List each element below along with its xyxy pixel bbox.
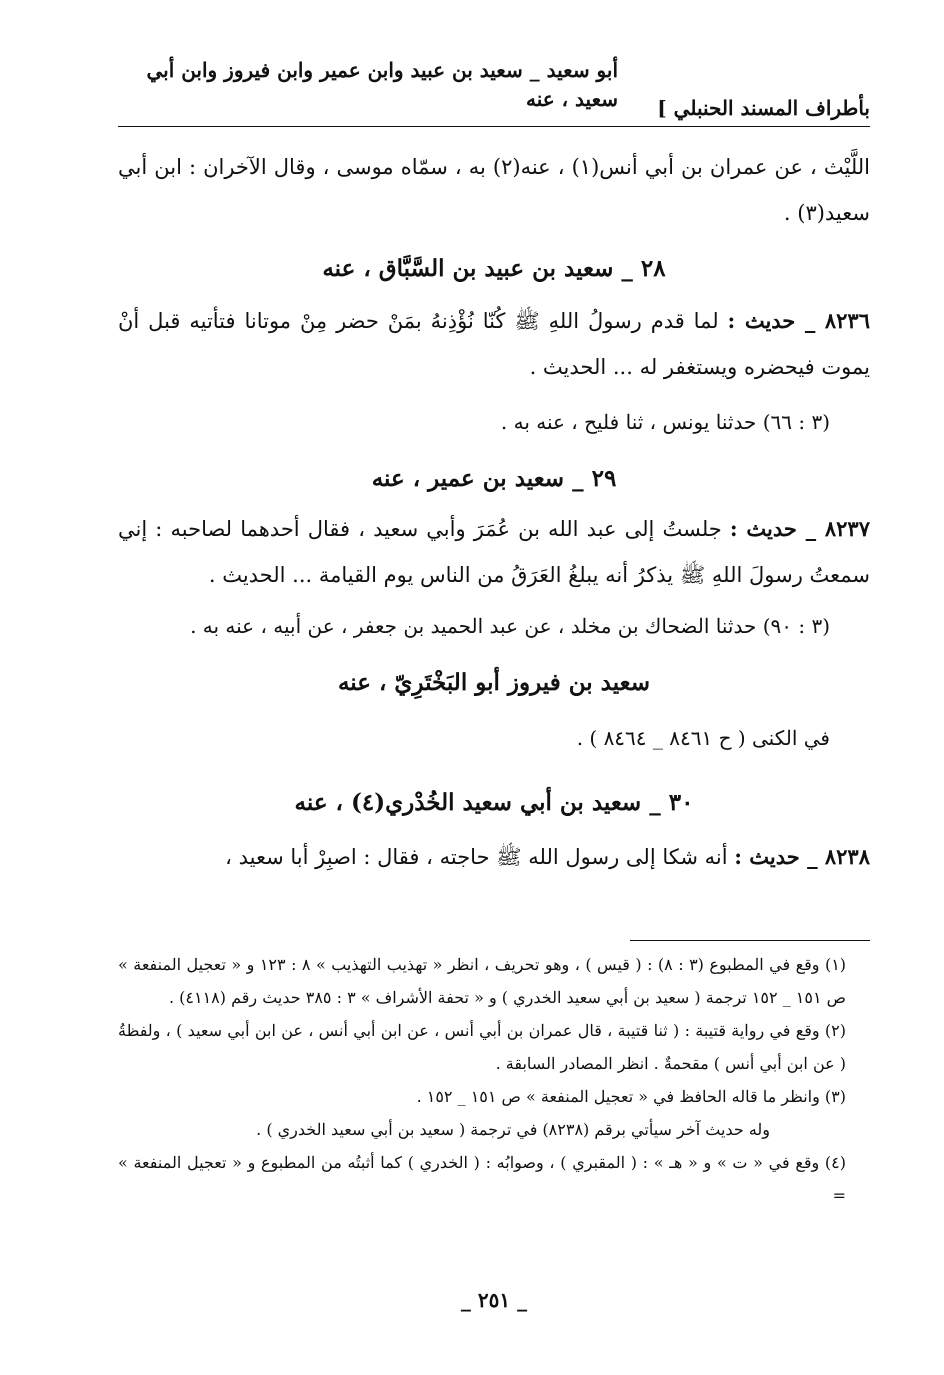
footnote-rule bbox=[630, 940, 870, 941]
running-header bbox=[118, 48, 870, 120]
hadith-text: لما قدم رسولُ اللهِ ﷺ كُنّا نُؤْذِنهُ بمَنْ حضر مِنْ موتانا فتأتيه قبل أنْ يموت فيحضره ويستغفر له ... الحديث . bbox=[118, 309, 870, 379]
hadith-text: جلستُ إلى عبد الله بن عُمَرَ وأبي سعيد ، فقال أحدهما لصاحبه : إني سمعتُ رسولَ اللهِ ﷺ يذكرُ أنه يبلغُ العَرَقُ من الناس يوم القيامة ... الحديث . bbox=[118, 517, 870, 587]
section-heading-28: ٢٨ _ سعيد بن عبيد بن السَّبَّاق ، عنه bbox=[322, 255, 666, 282]
chapter-title-line1: أبو سعيد _ سعيد بن عبيد وابن عمير وابن فيروز وابن أبي bbox=[146, 58, 618, 82]
main-text bbox=[118, 144, 870, 880]
page-number: _ ٢٥١ _ bbox=[460, 1288, 528, 1312]
hadith-8236 bbox=[118, 298, 870, 390]
kuna-reference: في الكنى ( ح ٨٤٦١ _ ٨٤٦٤ ) . bbox=[576, 726, 830, 750]
hadith-8238 bbox=[118, 834, 870, 880]
chapter-title bbox=[118, 56, 618, 114]
footnote-3: (٣) وانظر ما قاله الحافظ في « تعجيل المنفعة » ص ١٥١ _ ١٥٢ . bbox=[416, 1087, 846, 1106]
footnote-2: (٢) وقع في رواية قتيبة : ( ثنا قتيبة ، قال عمران بن أبي أنس ، عن ابن أبي أنس ، عن ابن أبي سعيد ) ، ولفظةُ ( عن ابن أبي أنس ) مقحمةٌ . انظر المصادر السابقة . bbox=[118, 1021, 846, 1073]
chapter-title-line2: سعيد ، عنه bbox=[525, 87, 618, 111]
book-title: بأطراف المسند الحنبلي ] bbox=[657, 96, 870, 120]
footnote-3-continuation: وله حديث آخر سيأتي برقم (٨٢٣٨) في ترجمة ( سعيد بن أبي سعيد الخدري ) . bbox=[256, 1120, 770, 1139]
page bbox=[118, 48, 870, 1312]
hadith-text: أنه شكا إلى رسول الله ﷺ حاجته ، فقال : اصبِرْ أبا سعيد ، bbox=[225, 845, 728, 869]
hadith-number: ٨٢٣٧ _ حديث : bbox=[729, 516, 870, 541]
hadith-8237 bbox=[118, 506, 870, 598]
footnotes bbox=[118, 948, 870, 1212]
hadith-source-8237: (٣ : ٩٠) حدثنا الضحاك بن مخلد ، عن عبد الحميد بن جعفر ، عن أبيه ، عنه به . bbox=[190, 614, 830, 638]
hadith-number: ٨٢٣٦ _ حديث : bbox=[727, 308, 870, 333]
section-heading-30: ٣٠ _ سعيد بن أبي سعيد الخُدْري(٤) ، عنه bbox=[294, 789, 694, 816]
kuna-heading: سعيد بن فيروز أبو البَخْتَرِيّ ، عنه bbox=[337, 669, 651, 696]
footnote-4: (٤) وقع في « ت » و « هـ » : ( المقبري ) ، وصوابُه : ( الخدري ) كما أثبتُه من المطبوع و « تعجيل المنفعة » = bbox=[118, 1153, 846, 1205]
footnote-1: (١) وقع في المطبوع (٣ : ٨) : ( قيس ) ، وهو تحريف ، انظر « تهذيب التهذيب » ٨ : ١٢٣ و « تعجيل المنفعة » ص ١٥١ _ ١٥٢ ترجمة ( سعيد بن أبي سعيد الخدري ) و « تحفة الأشراف » ٣ : ٣٨٥ حديث رقم (٤١١٨) . bbox=[118, 955, 847, 1007]
continuation-paragraph: اللَّيْث ، عن عمران بن أبي أنس(١) ، عنه(٢) به ، سمّاه موسى ، وقال الآخران : ابن أبي سعيد(٣) . bbox=[118, 155, 870, 225]
hadith-number: ٨٢٣٨ _ حديث : bbox=[734, 844, 870, 869]
header-rule bbox=[118, 126, 870, 127]
section-heading-29: ٢٩ _ سعيد بن عمير ، عنه bbox=[371, 465, 617, 492]
hadith-source-8236: (٣ : ٦٦) حدثنا يونس ، ثنا فليح ، عنه به . bbox=[500, 410, 830, 434]
